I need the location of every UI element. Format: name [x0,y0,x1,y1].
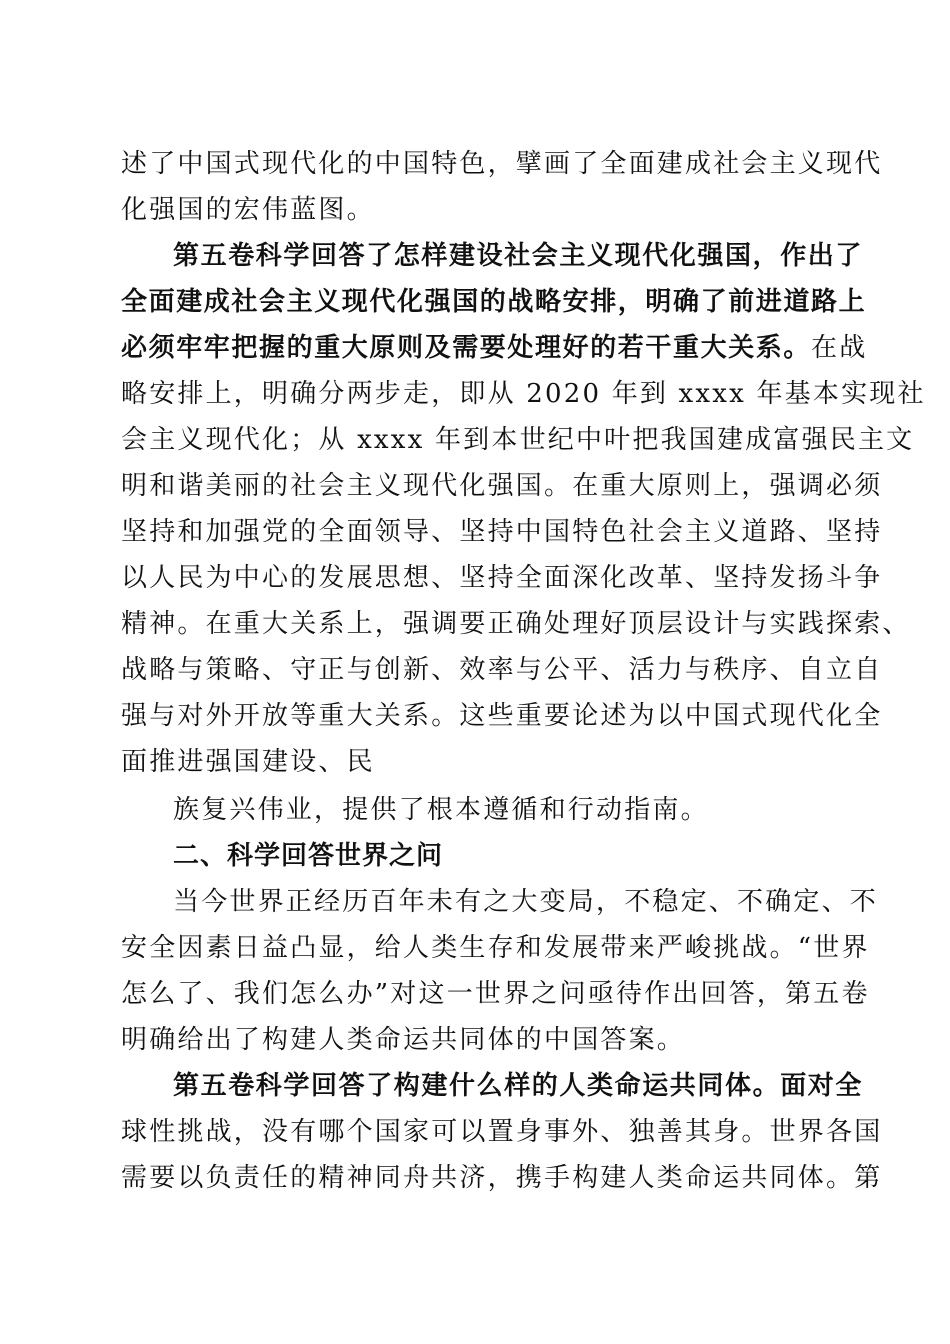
text-line: 战略与策略、守正与创新、效率与公平、活力与秩序、自立自 [121,655,883,685]
text-line: 族复兴伟业，提供了根本遵循和行动指南。 [173,795,709,825]
text-line: 精神。在重大关系上，强调要正确处理好顶层设计与实践探索、 [121,609,911,639]
text-line: 明和谐美丽的社会主义现代化强国。在重大原则上，强调必须 [121,471,883,501]
text-line: 述了中国式现代化的中国特色，擘画了全面建成社会主义现代 [121,149,883,179]
text-line: 化强国的宏伟蓝图。 [121,195,375,225]
text-line: 面推进强国建设、民 [121,747,375,777]
text-line: 第五卷科学回答了构建什么样的人类命运共同体。面对全 [173,1071,864,1101]
text-line: 全面建成社会主义现代化强国的战略安排，明确了前进道路上 [121,287,867,317]
text-line [121,328,867,368]
text-line: 以人民为中心的发展思想、坚持全面深化改革、坚持发扬斗争 [121,563,883,593]
text-line: 第五卷科学回答了怎样建设社会主义现代化强国，作出了 [173,241,864,271]
text-line: 需要以负责任的精神同舟共济，携手构建人类命运共同体。第 [121,1163,883,1193]
text-segment: 必须牢牢把握的重大原则及需要处理好的若干重大关系。 [121,333,812,363]
text-line: 怎么了、我们怎么办”对这一世界之问亟待作出回答，第五卷 [121,979,870,1009]
text-line: 坚持和加强党的全面领导、坚持中国特色社会主义道路、坚持 [121,517,883,547]
text-line: 球性挑战，没有哪个国家可以置身事外、独善其身。世界各国 [121,1117,883,1147]
text-line: 安全因素日益凸显，给人类生存和发展带来严峻挑战。“世界 [121,933,870,963]
text-line: 强与对外开放等重大关系。这些重要论述为以中国式现代化全 [121,701,883,731]
text-line: 当今世界正经历百年未有之大变局，不稳定、不确定、不 [173,887,879,917]
text-line: 会主义现代化；从 xxxx 年到本世纪中叶把我国建成富强民主文 [121,425,915,455]
text-line: 略安排上，明确分两步走，即从 2020 年到 xxxx 年基本实现社 [121,379,926,409]
text-line: 明确给出了构建人类命运共同体的中国答案。 [121,1025,686,1055]
section-heading: 二、科学回答世界之问 [173,841,444,871]
text-segment: 在战 [811,333,868,363]
